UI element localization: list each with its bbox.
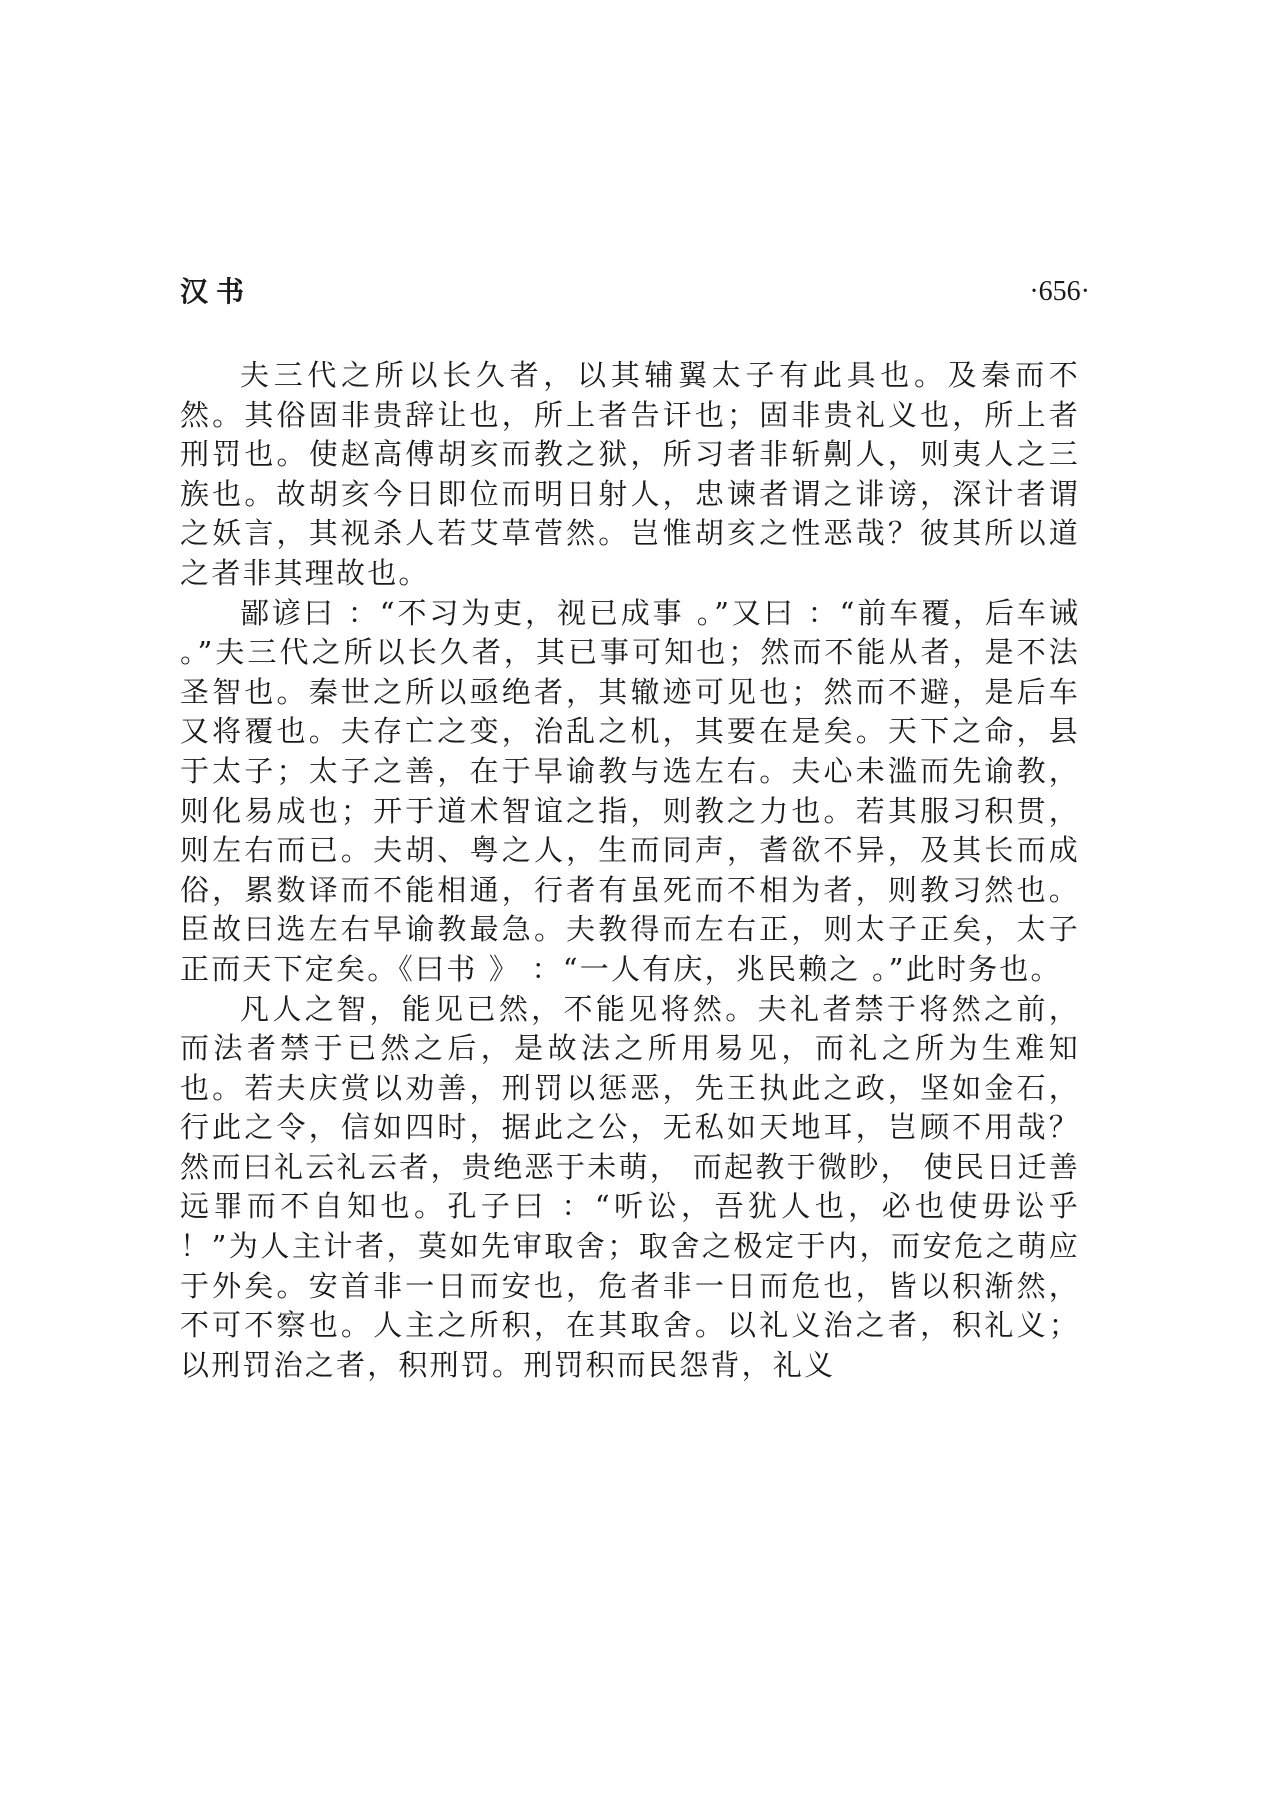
running-head [180,268,1090,316]
page-number: ·656· [1029,276,1090,307]
paragraph-3: 凡人之智，能见已然，不能见将然。夫礼者禁于将然之前，而法者禁于已然之后，是故法之所用易见，而礼之所为生难知也。若夫庆赏以劝善，刑罚以惩恶，先王执此之政，坚如金石，行此之令，信如四时，据此之公，无私如天地耳，岂顾不用哉？然而曰礼云礼云者，贵绝恶于未萌， 而起教于微眇， 使民日迁善远罪而不自知也。孔子曰 ：“听讼，吾犹人也，必也使毋讼乎 ！”为人主计者，莫如先审取舍；取舍之极定于内，而安危之萌应于外矣。安首非一日而安也，危者非一日而危也，皆以积渐然，不可不察也。人主之所积，在其取舍。以礼义治之者，积礼义；以刑罚治之者，积刑罚。刑罚积而民怨背，礼义 [180,991,1080,1382]
paragraph-2: 鄙谚曰 ：“不习为吏，视已成事 。”又曰 ：“前车覆，后车诫 。”夫三代之所以长久者，其已事可知也；然而不能从者，是不法圣智也。秦世之所以亟绝者，其辙迹可见也；然而不避，是后车又将覆也。夫存亡之变，治乱之机，其要在是矣。天下之命，县于太子；太子之善，在于早谕教与选左右。夫心未滥而先谕教，则化易成也；开于道术智谊之指，则教之力也。若其服习积贯，则左右而已。夫胡、粤之人，生而同声，耆欲不异，及其长而成俗，累数译而不能相通，行者有虽死而不相为者，则教习然也。臣故曰选左右早谕教最急。夫教得而左右正，则太子正矣，太子正而天下定矣。《曰书 》 ：“一人有庆，兆民赖之 。”此时务也。 [180,595,1080,986]
paragraph-1: 夫三代之所以长久者，以其辅翼太子有此具也。及秦而不然。其俗固非贵辞让也，所上者告讦也；固非贵礼义也，所上者刑罚也。使赵高傅胡亥而教之狱，所习者非斩劓人，则夷人之三族也。故胡亥今日即位而明日射人，忠谏者谓之诽谤，深计者谓之妖言，其视杀人若艾草菅然。岂惟胡亥之性恶哉？彼其所以道之者非其理故也。 [180,358,1080,590]
body-text [180,356,1080,1385]
book-title: 汉书 [180,275,253,308]
